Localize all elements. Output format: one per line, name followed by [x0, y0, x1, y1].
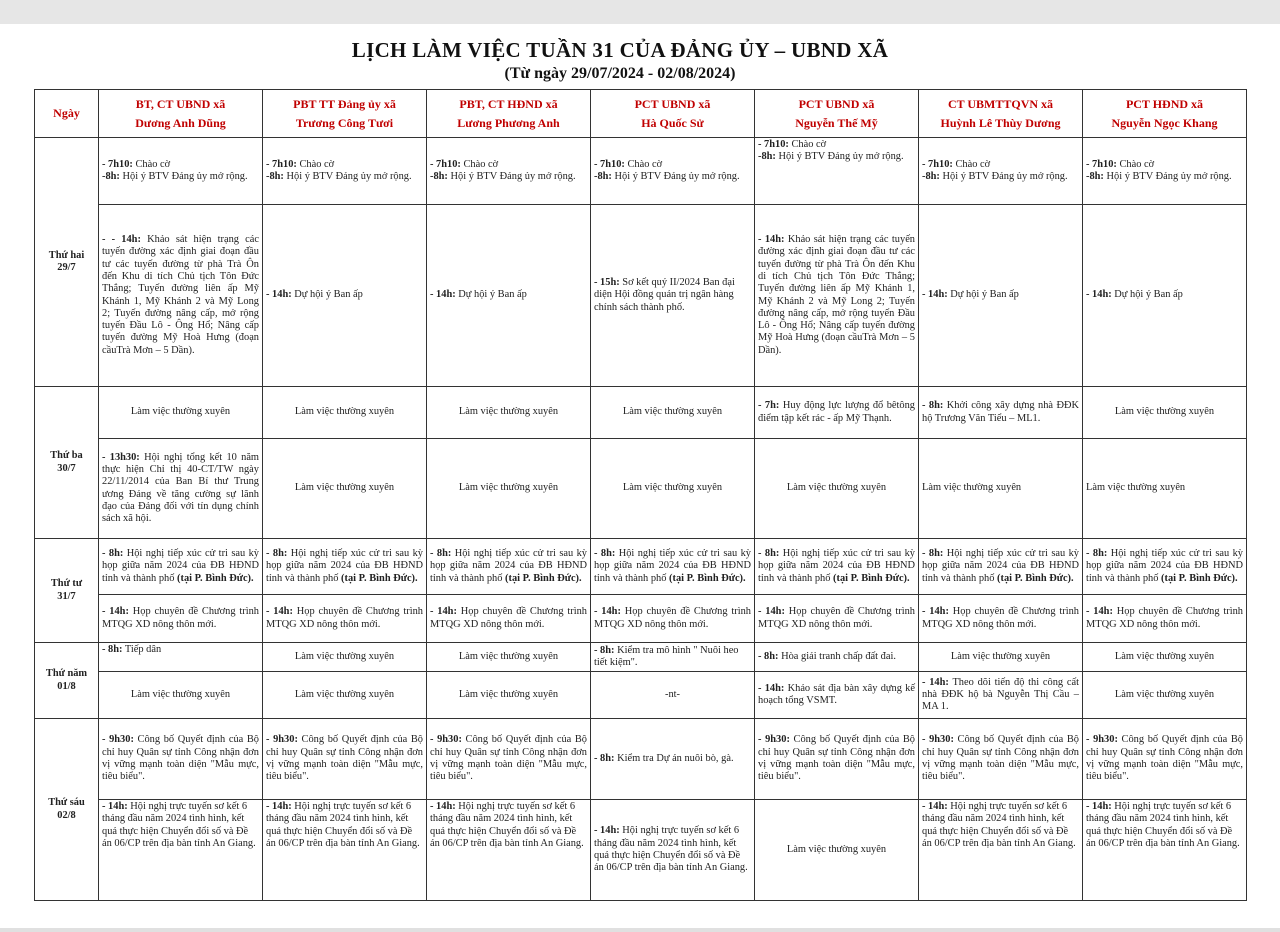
cell-mon-am-3: - 7h10: Chào cờ -8h: Hội ý BTV Đảng ủy mở rộng. [427, 138, 591, 205]
top-bar [0, 0, 1280, 24]
cell-thu-pm-7: Làm việc thường xuyên [1083, 672, 1247, 719]
cell-mon-am-1: - 7h10: Chào cờ -8h: Hội ý BTV Đảng ủy mở rộng. [99, 138, 263, 205]
cell-mon-am-6: - 7h10: Chào cờ -8h: Hội ý BTV Đảng ủy mở rộng. [919, 138, 1083, 205]
cell-thu-am-7: Làm việc thường xuyên [1083, 643, 1247, 672]
cell-mon-am-5: - 7h10: Chào cờ -8h: Hội ý BTV Đảng ủy mở rộng. [755, 138, 919, 205]
table-row [35, 643, 1247, 672]
schedule-table [34, 89, 1247, 901]
cell-tue-am-5: - 7h: Huy động lực lượng đổ bêtông điểm tập kết rác - ấp Mỹ Thạnh. [755, 387, 919, 439]
header-col-7: PCT HĐND xã Nguyễn Ngọc Khang [1083, 90, 1247, 138]
header-day: Ngày [35, 90, 99, 138]
header-col-5: PCT UBND xã Nguyễn Thế Mỹ [755, 90, 919, 138]
cell-mon-pm-5: - 14h: Khảo sát hiện trạng các tuyến đường xác định giai đoạn đầu tư các tuyến đường từ phà Trà Ôn đến Khu di tích Chủ tịch Tôn Đức Thắng; Tuyến đường liên ấp Mỹ Khánh 1, Mỹ Khánh 2 và Mỹ Long 2; Tuyến đường nâng cấp, mở rộng tuyến Đầu Lô - Ông Hổ; Nâng cấp tuyến đường Mỹ Hoà Hưng (đoạn cầuTrà Mơn – 5 Dần). [755, 205, 919, 387]
header-col-1: BT, CT UBND xã Dương Anh Dũng [99, 90, 263, 138]
cell-wed-am-3: - 8h: Hội nghị tiếp xúc cử tri sau kỳ họp giữa năm 2024 của ĐB HĐND tỉnh và thành phố (tại P. Bình Đức). [427, 539, 591, 595]
cell-mon-pm-1: - - 14h: Khảo sát hiện trạng các tuyến đường xác định giai đoạn đầu tư các tuyến đường từ phà Trà Ôn đến Khu di tích Chủ tịch Tôn Đức Thắng; Tuyến đường liên ấp Mỹ Khánh 1, Mỹ Khánh 2 và Mỹ Long 2; Tuyến đường nâng cấp, mở rộng tuyến Đầu Lô - Ông Hổ; Nâng cấp tuyến đường Mỹ Hoà Hưng (đoạn cầuTrà Mơn – 5 Dần). [99, 205, 263, 387]
cell-wed-pm-4: - 14h: Họp chuyên đề Chương trình MTQG XD nông thôn mới. [591, 595, 755, 643]
cell-tue-pm-3: Làm việc thường xuyên [427, 439, 591, 539]
cell-tue-pm-4: Làm việc thường xuyên [591, 439, 755, 539]
day-cell-fri: Thứ sáu 02/8 [35, 719, 99, 901]
cell-tue-am-7: Làm việc thường xuyên [1083, 387, 1247, 439]
document-page [0, 24, 1280, 928]
page-title: LỊCH LÀM VIỆC TUẦN 31 CỦA ĐẢNG ỦY – UBND XÃ [351, 38, 889, 62]
table-row [35, 719, 1247, 800]
cell-mon-am-7: - 7h10: Chào cờ -8h: Hội ý BTV Đảng ủy mở rộng. [1083, 138, 1247, 205]
day-cell-mon: Thứ hai 29/7 [35, 138, 99, 387]
cell-thu-pm-3: Làm việc thường xuyên [427, 672, 591, 719]
cell-tue-am-1: Làm việc thường xuyên [99, 387, 263, 439]
header-col-4: PCT UBND xã Hà Quốc Sử [591, 90, 755, 138]
cell-thu-pm-5: - 14h: Khảo sát địa bàn xây dựng kế hoạch tổng VSMT. [755, 672, 919, 719]
cell-thu-pm-6: - 14h: Theo dõi tiến độ thi công cất nhà ĐĐK hộ bà Nguyễn Thị Cầu – MA 1. [919, 672, 1083, 719]
cell-wed-am-4: - 8h: Hội nghị tiếp xúc cử tri sau kỳ họp giữa năm 2024 của ĐB HĐND tỉnh và thành phố (tại P. Bình Đức). [591, 539, 755, 595]
header-col-6: CT UBMTTQVN xã Huỳnh Lê Thùy Dương [919, 90, 1083, 138]
cell-fri-pm-6: - 14h: Hội nghị trực tuyến sơ kết 6 tháng đầu năm 2024 tình hình, kết quả thực hiện Chuyển đổi số và Đề án 06/CP trên địa bàn tỉnh An Giang. [919, 800, 1083, 901]
cell-mon-am-2: - 7h10: Chào cờ -8h: Hội ý BTV Đảng ủy mở rộng. [263, 138, 427, 205]
cell-wed-pm-6: - 14h: Họp chuyên đề Chương trình MTQG XD nông thôn mới. [919, 595, 1083, 643]
cell-thu-am-4: - 8h: Kiểm tra mô hình " Nuôi heo tiết kiệm". [591, 643, 755, 672]
cell-fri-am-6: - 9h30: Công bố Quyết định của Bộ chỉ huy Quân sự tỉnh Công nhận đơn vị vững mạnh toàn diện "Mẫu mực, tiêu biểu". [919, 719, 1083, 800]
cell-wed-am-6: - 8h: Hội nghị tiếp xúc cử tri sau kỳ họp giữa năm 2024 của ĐB HĐND tỉnh và thành phố (tại P. Bình Đức). [919, 539, 1083, 595]
bottom-bar [0, 928, 1280, 932]
table-row [35, 539, 1247, 595]
cell-fri-am-1: - 9h30: Công bố Quyết định của Bộ chỉ huy Quân sự tỉnh Công nhận đơn vị vững mạnh toàn diện "Mẫu mực, tiêu biểu". [99, 719, 263, 800]
day-cell-wed: Thứ tư 31/7 [35, 539, 99, 643]
table-row [35, 439, 1247, 539]
cell-mon-pm-3: - 14h: Dự hội ý Ban ấp [427, 205, 591, 387]
cell-fri-pm-1: - 14h: Hội nghị trực tuyến sơ kết 6 tháng đầu năm 2024 tình hình, kết quả thực hiện Chuyển đổi số và Đề án 06/CP trên địa bàn tỉnh An Giang. [99, 800, 263, 901]
cell-mon-am-4: - 7h10: Chào cờ -8h: Hội ý BTV Đảng ủy mở rộng. [591, 138, 755, 205]
header-col-2: PBT TT Đảng ủy xã Trương Công Tươi [263, 90, 427, 138]
cell-fri-am-7: - 9h30: Công bố Quyết định của Bộ chỉ huy Quân sự tỉnh Công nhận đơn vị vững mạnh toàn diện "Mẫu mực, tiêu biểu". [1083, 719, 1247, 800]
day-cell-thu: Thứ năm 01/8 [35, 643, 99, 719]
cell-tue-am-4: Làm việc thường xuyên [591, 387, 755, 439]
cell-mon-pm-6: - 14h: Dự hội ý Ban ấp [919, 205, 1083, 387]
cell-tue-pm-6: Làm việc thường xuyên [919, 439, 1083, 539]
cell-tue-pm-7: Làm việc thường xuyên [1083, 439, 1247, 539]
page-subtitle: (Từ ngày 29/07/2024 - 02/08/2024) [504, 65, 736, 82]
cell-fri-am-5: - 9h30: Công bố Quyết định của Bộ chỉ huy Quân sự tỉnh Công nhận đơn vị vững mạnh toàn diện "Mẫu mực, tiêu biểu". [755, 719, 919, 800]
cell-thu-am-1: - 8h: Tiếp dân [99, 643, 263, 672]
cell-fri-pm-7: - 14h: Hội nghị trực tuyến sơ kết 6 tháng đầu năm 2024 tình hình, kết quả thực hiện Chuyển đổi số và Đề án 06/CP trên địa bàn tỉnh An Giang. [1083, 800, 1247, 901]
cell-wed-pm-2: - 14h: Họp chuyên đề Chương trình MTQG XD nông thôn mới. [263, 595, 427, 643]
cell-fri-am-2: - 9h30: Công bố Quyết định của Bộ chỉ huy Quân sự tỉnh Công nhận đơn vị vững mạnh toàn diện "Mẫu mực, tiêu biểu". [263, 719, 427, 800]
cell-wed-am-5: - 8h: Hội nghị tiếp xúc cử tri sau kỳ họp giữa năm 2024 của ĐB HĐND tỉnh và thành phố (tại P. Bình Đức). [755, 539, 919, 595]
cell-mon-pm-7: - 14h: Dự hội ý Ban ấp [1083, 205, 1247, 387]
cell-fri-pm-5: Làm việc thường xuyên [755, 800, 919, 901]
header-row [35, 90, 1247, 138]
table-row [35, 595, 1247, 643]
cell-mon-pm-2: - 14h: Dự hội ý Ban ấp [263, 205, 427, 387]
cell-wed-pm-1: - 14h: Họp chuyên đề Chương trình MTQG XD nông thôn mới. [99, 595, 263, 643]
cell-thu-am-5: - 8h: Hòa giải tranh chấp đất đai. [755, 643, 919, 672]
cell-thu-pm-2: Làm việc thường xuyên [263, 672, 427, 719]
cell-thu-am-6: Làm việc thường xuyên [919, 643, 1083, 672]
cell-tue-am-6: - 8h: Khởi công xây dựng nhà ĐĐK hộ Trương Văn Tiểu – ML1. [919, 387, 1083, 439]
cell-wed-am-2: - 8h: Hội nghị tiếp xúc cử tri sau kỳ họp giữa năm 2024 của ĐB HĐND tỉnh và thành phố (tại P. Bình Đức). [263, 539, 427, 595]
cell-thu-am-2: Làm việc thường xuyên [263, 643, 427, 672]
table-row [35, 800, 1247, 901]
cell-fri-am-3: - 9h30: Công bố Quyết định của Bộ chỉ huy Quân sự tỉnh Công nhận đơn vị vững mạnh toàn diện "Mẫu mực, tiêu biểu". [427, 719, 591, 800]
table-row [35, 387, 1247, 439]
table-row [35, 205, 1247, 387]
cell-thu-pm-4: -nt- [591, 672, 755, 719]
cell-wed-am-7: - 8h: Hội nghị tiếp xúc cử tri sau kỳ họp giữa năm 2024 của ĐB HĐND tỉnh và thành phố (tại P. Bình Đức). [1083, 539, 1247, 595]
cell-thu-pm-1: Làm việc thường xuyên [99, 672, 263, 719]
cell-mon-pm-4: - 15h: Sơ kết quý II/2024 Ban đại diện Hội đồng quản trị ngân hàng chính sách thành phố. [591, 205, 755, 387]
cell-fri-pm-3: - 14h: Hội nghị trực tuyến sơ kết 6 tháng đầu năm 2024 tình hình, kết quả thực hiện Chuyển đổi số và Đề án 06/CP trên địa bàn tỉnh An Giang. [427, 800, 591, 901]
cell-fri-am-4: - 8h: Kiểm tra Dự án nuôi bò, gà. [591, 719, 755, 800]
table-row [35, 138, 1247, 205]
table-row [35, 672, 1247, 719]
cell-thu-am-3: Làm việc thường xuyên [427, 643, 591, 672]
cell-fri-pm-4: - 14h: Hội nghị trực tuyến sơ kết 6 tháng đầu năm 2024 tình hình, kết quả thực hiện Chuyển đổi số và Đề án 06/CP trên địa bàn tỉnh An Giang. [591, 800, 755, 901]
cell-tue-pm-1: - 13h30: Hội nghị tổng kết 10 năm thực hiện Chỉ thị 40-CT/TW ngày 22/11/2014 của Ban Bí thư Trung ương Đảng về tăng cường sự lãnh đạo của Đảng đối với tín dụng chính sách xã hội. [99, 439, 263, 539]
cell-wed-am-1: - 8h: Hội nghị tiếp xúc cử tri sau kỳ họp giữa năm 2024 của ĐB HĐND tỉnh và thành phố (tại P. Bình Đức). [99, 539, 263, 595]
cell-wed-pm-5: - 14h: Họp chuyên đề Chương trình MTQG XD nông thôn mới. [755, 595, 919, 643]
header-col-3: PBT, CT HĐND xã Lương Phương Anh [427, 90, 591, 138]
cell-tue-pm-2: Làm việc thường xuyên [263, 439, 427, 539]
cell-fri-pm-2: - 14h: Hội nghị trực tuyến sơ kết 6 tháng đầu năm 2024 tình hình, kết quả thực hiện Chuyển đổi số và Đề án 06/CP trên địa bàn tỉnh An Giang. [263, 800, 427, 901]
cell-wed-pm-7: - 14h: Họp chuyên đề Chương trình MTQG XD nông thôn mới. [1083, 595, 1247, 643]
cell-tue-am-3: Làm việc thường xuyên [427, 387, 591, 439]
cell-tue-pm-5: Làm việc thường xuyên [755, 439, 919, 539]
cell-wed-pm-3: - 14h: Họp chuyên đề Chương trình MTQG XD nông thôn mới. [427, 595, 591, 643]
day-cell-tue: Thứ ba 30/7 [35, 387, 99, 539]
cell-tue-am-2: Làm việc thường xuyên [263, 387, 427, 439]
